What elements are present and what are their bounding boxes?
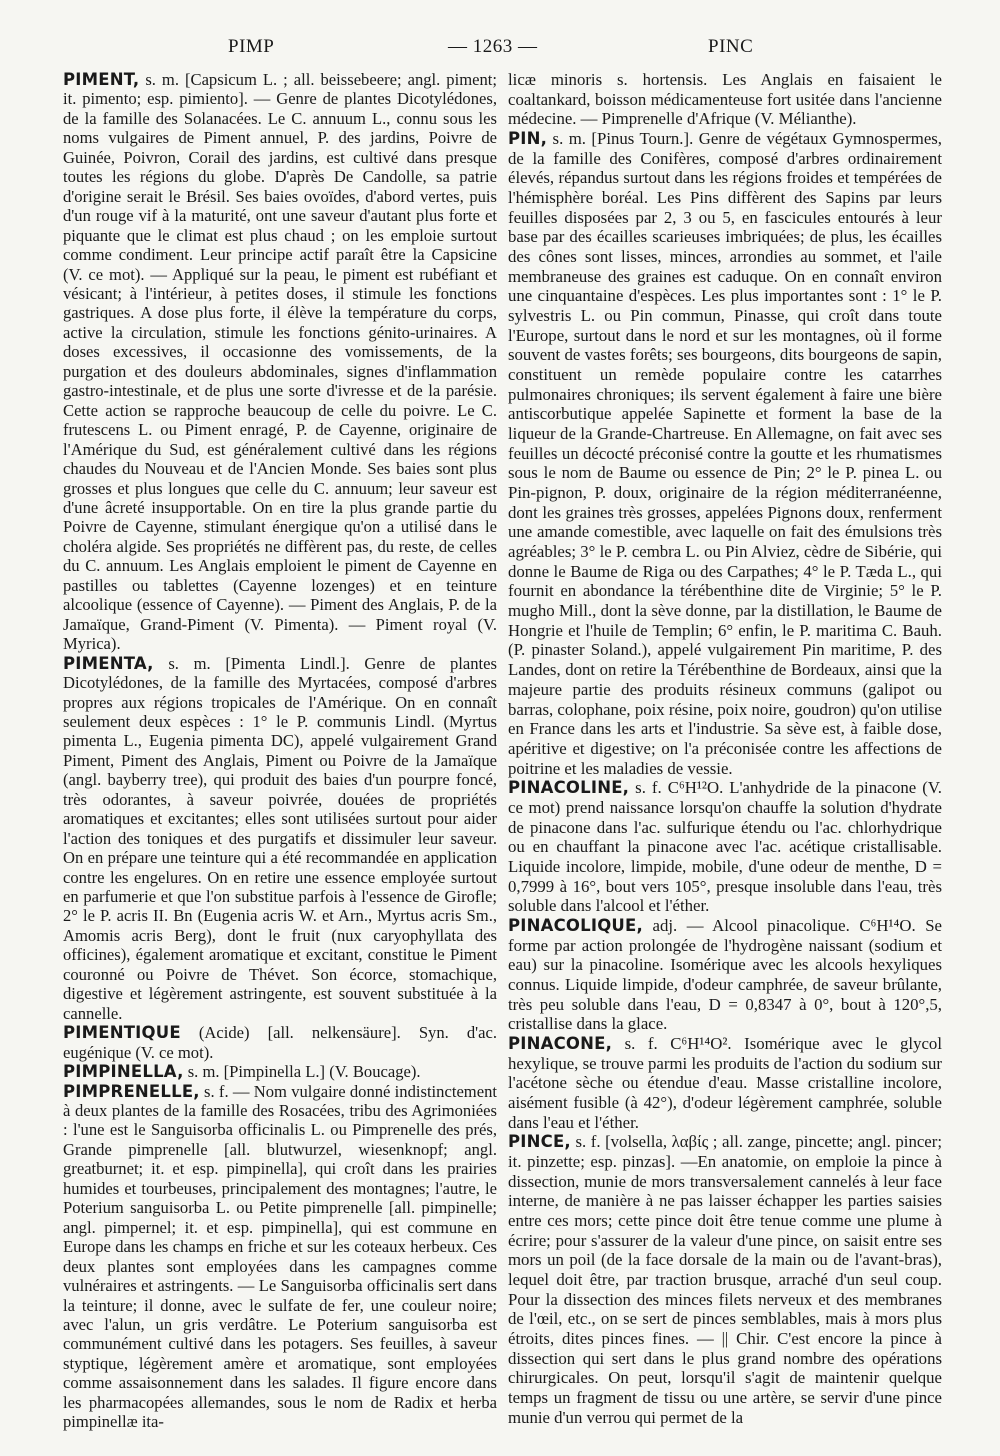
headword: PIMENTIQUE [63, 1023, 181, 1043]
headword: PINACOLINE, [508, 778, 630, 798]
entry-piment [63, 70, 497, 654]
entry-pinacone [508, 1034, 942, 1132]
entry-text: s. m. [Capsicum L. ; all. beissebeere; angl. piment; it. pimento; esp. pimiento]. — Genre de plantes Dicotylédones, de la famille des Solanacées. Le C. annuum L., connu sous les noms vulgaires de Piment annuel, P. des jardins, Poivre de Guinée, Poivron, Corail des jardins, est cultivé dans presque toutes les régions du globe. D'après De Candolle, sa patrie d'origine serait le Brésil. Ses baies ovoïdes, d'abord vertes, puis d'un rouge vif à la maturité, ont une saveur d'autant plus forte et piquante que le climat est plus chaud ; on les emploie surtout comme condiment. Leur principe actif paraît être la Capsicine (V. ce mot). — Appliqué sur la peau, le piment est rubéfiant et vésicant; à l'intérieur, à petites doses, il stimule les fonctions gastriques. A dose plus forte, il élève la température du corps, active la circulation, stimule les fonctions génito-urinaires. A doses excessives, il occasionne des vomissements, de la purgation et des douleurs abdominales, signes d'inflammation gastro-intestinale, et de plus une sorte d'ivresse et de la parésie. Cette action se rapproche beaucoup de celle du poivre. Le C. frutescens L. ou Piment enragé, P. de Cayenne, originaire de l'Amérique du Sud, est généralement cultivé dans les régions chaudes du Nouveau et de l'Ancien Monde. Ses baies sont plus grosses et plus longues que celle du C. annuum; leur saveur est d'une âcreté insupportable. On en tire la plus grande partie du Poivre de Cayenne, stimulant énergique qu'on a utilisé dans le choléra algide. Ses propriétés ne diffèrent pas, du reste, de celles du C. annuum. Les Anglais emploient le piment de Cayenne en pastilles ou tablettes (Cayenne lozenges) et en teinture alcoolique (essence of Cayenne). — Piment des Anglais, P. de la Jamaïque, Grand-Piment (V. Pimenta). — Piment royal (V. Myrica). [63, 70, 497, 654]
right-column [508, 70, 942, 1427]
entry-text: adj. — Alcool pinacolique. C⁶H¹⁴O. Se forme par action prolongée de l'hydrogène naissant (sodium et eau) sur la pinacoline. Isomérique avec les alcools hexyliques connus. Liquide limpide, d'odeur camphrée, de saveur brûlante, très peu soluble dans l'eau, D = 0,8347 à 0°, bout à 120°,5, cristallise dans la glace. [508, 915, 942, 1034]
running-head [60, 36, 940, 64]
headword: PINCE, [508, 1132, 571, 1152]
entry-text: s. f. C⁶H¹⁴O². Isomérique avec le glycol hexylique, se trouve parmi les produits de l'action du sodium sur l'acétone sèche ou étendue d'eau. Masse cristalline incolore, aisément fusible (à 42°), d'odeur légèrement camphrée, soluble dans l'eau et l'éther. [508, 1033, 942, 1132]
headword: PIMPRENELLE, [63, 1081, 200, 1101]
headword: PIMENT, [63, 70, 140, 89]
header-left-keyword: PIMP [228, 36, 275, 57]
entry-pimentique [63, 1023, 497, 1062]
headword: PIMENTA, [63, 653, 154, 673]
entry-continuation [508, 70, 942, 129]
header-right-keyword: PINC [708, 36, 754, 57]
headword: PINACONE, [508, 1033, 613, 1053]
entry-text: s. f. — Nom vulgaire donné indistinctement à deux plantes de la famille des Rosacées, tribu des Agrimoniées : l'une est le Sanguisorba officinalis L. ou Pimprenelle des prés, Grande pimprenelle [all. blutwurzel, wiesenknopf; angl. greatburnet; it. et esp. pimpinella], qui croît dans les prairies humides et tourbeuses, principalement des montagnes; l'autre, le Poterium sanguisorba L. ou Petite pimprenelle [all. pimpinelle; angl. pimpernel; it. et esp. pimpinella], qui est commune en Europe dans les champs en friche et sur les coteaux herbeux. Ces deux plantes sont employées dans les campagnes comme vulnéraires et astringents. — Le Sanguisorba officinalis sert dans la teinture; il donne, avec le sulfate de fer, une couleur noire; avec l'alun, un gris verdâtre. Le Poterium sanguisorba est communément cultivé dans les potagers. Ses feuilles, à saveur styptique, légèrement amère et aromatique, sont employées comme assaisonnement dans les salades. Il figure encore dans les pharmacopées allemandes, sous le nom de Radix et herba pimpinellæ ita- [63, 1081, 497, 1432]
entry-text: licæ minoris s. hortensis. Les Anglais en faisaient le coaltankard, boisson médicamenteuse fort usitée dans l'ancienne médecine. — Pimprenelle d'Afrique (V. Mélianthe). [508, 70, 942, 129]
entry-text: s. f. C⁶H¹²O. L'anhydride de la pinacone (V. ce mot) prend naissance lorsqu'on chauffe la solution d'hydrate de pinacone dans l'ac. sulfurique étendu ou l'ac. chlorhydrique ou en chauffant la pinacone avec l'ac. acétique cristallisable. Liquide incolore, limpide, mobile, d'une odeur de menthe, D = 0,7999 à 16°, bout vers 105°, presque insoluble dans l'eau, très soluble dans l'alcool et l'éther. [508, 778, 942, 916]
headword: PIN, [508, 129, 548, 149]
entry-text: s. m. [Pimenta Lindl.]. Genre de plantes Dicotylédones, de la famille des Myrtacées, composé d'arbres propres aux régions tropicales de l'Amérique. On en connaît seulement deux espèces : 1° le P. communis Lindl. (Myrtus pimenta L., Eugenia pimenta DC), appelé vulgairement Grand Piment, Piment des Anglais, Piment ou Poivre de la Jamaïque (angl. bayberry tree), qui produit des baies d'un pourpre foncé, très odorantes, à saveur poivrée, douées de propriétés aromatiques et excitantes; elles sont utilisées surtout pour aider l'action des toniques et des purgatifs et dissimuler leur saveur. On en prépare une teinture qui a été recommandée en application contre les engelures. On en retire une essence employée surtout en parfumerie et que l'on substitue parfois à l'essence de Girofle; 2° le P. acris II. Bn (Eugenia acris W. et Arn., Myrtus acris Sm., Amomis acris Berg), dont le fruit (nux caryophyllata des officines), également aromatique et excitant, constitue le Piment couronné ou Poivre de Thévet. Son écorce, stomachique, digestive et légèrement astringente, est souvent substituée à la cannelle. [63, 653, 497, 1023]
entry-text: (Acide) [all. nelkensäure]. Syn. d'ac. eugénique (V. ce mot). [63, 1023, 497, 1062]
entry-pimpinella [63, 1062, 497, 1081]
entry-pinacoline [508, 778, 942, 916]
entry-text: s. f. [volsella, λαβίς ; all. zange, pincette; angl. pincer; it. pinzette; esp. pinzas]. —En anatomie, on emploie la pince à dissection, munie de mors transversalement cannelés à leur face interne, de manière à ne pas laisser échapper les parties saisies entre ces mors; cette pince doit être tenue comme une plume à écrire; pour s'assurer de la valeur d'une pince, on saisit entre ses mors un poil (de la face dorsale de la main ou de l'avant-bras), lequel doit être, par traction brusque, arraché d'un seul coup. Pour la dissection des minces filets nerveux et des membranes de l'œil, etc., on se sert de pinces semblables, mais à mors plus étroits, dites pinces fines. — || Chir. C'est encore la pince à dissection qui sert dans le plus grand nombre des opérations chirurgicales. On peut, lorsqu'il s'agit de maintenir quelque temps un fragment de tissu ou une artère, se servir d'une pince munie d'un verrou qui permet de la [508, 1132, 942, 1427]
headword: PINACOLIQUE, [508, 915, 643, 935]
entry-text: s. m. [Pimpinella L.] (V. Boucage). [183, 1062, 421, 1082]
entry-text: s. m. [Pinus Tourn.]. Genre de végétaux Gymnospermes, de la famille des Conifères, composé d'arbres ordinairement élevés, répandus surtout dans les régions froides et tempérées de l'hémisphère boréal. Les Pins diffèrent des Sapins par leurs feuilles disposées par 2, 3 ou 5, en fascicules entourés à leur base par des écailles scarieuses imbriquées; de plus, les écailles des cônes sont lisses, minces, arrondies au sommet, et l'aile membraneuse des graines est caduque. On en connaît environ une cinquantaine d'espèces. Les plus importantes sont : 1° le P. sylvestris L. ou Pin commun, Pinasse, qui croît dans toute l'Europe, surtout dans le nord et sur les montagnes, où il forme souvent de vastes forêts; ses bourgeons, dits bourgeons de sapin, constituent un remède populaire contre les catarrhes pulmonaires chroniques; ils servent également à faire une bière antiscorbutique appelée Sapinette et forment la base de la liqueur de la Grande-Chartreuse. En Allemagne, on fait avec ses feuilles un décocté préconisé contre la goutte et les rhumatismes sous le nom de Baume ou essence de Pin; 2° le P. pinea L. ou Pin-pignon, P. doux, originaire de la région méditerranéenne, dont les graines très grosses, appelées Pignons doux, renferment une amande comestible, avec laquelle on fait des émulsions très agréables; 3° le P. cembra L. ou Pin Alviez, cèdre de Sibérie, qui donne le Baume de Riga ou des Carpathes; 4° le P. Tæda L., qui fournit en abondance la térébenthine dite de Virginie; 5° le P. mugho Mill., dont la sève donne, par la distillation, le Baume de Hongrie et l'huile de Templin; 6° enfin, le P. maritima C. Bauh. (P. pinaster Soland.), appelé vulgairement Pin maritime, P. des Landes, dont on retire la Térébenthine de Bordeaux, ainsi que la majeure partie des produits résineux communs (galipot ou barras, colophane, poix résine, poix noire, goudron) qu'on utilise en France dans les arts et l'industrie. Sa sève est, à faible dose, apéritive et digestive; on l'a préconisée contre les affections de poitrine et les maladies de vessie. [508, 129, 942, 778]
page-number: — 1263 — [448, 36, 538, 57]
entry-pin [508, 129, 942, 778]
entry-pince [508, 1132, 942, 1427]
entry-pimenta [63, 654, 497, 1024]
left-column [63, 70, 497, 1432]
headword: PIMPINELLA, [63, 1062, 184, 1082]
entry-pinacolique [508, 916, 942, 1034]
entry-pimprenelle [63, 1082, 497, 1432]
